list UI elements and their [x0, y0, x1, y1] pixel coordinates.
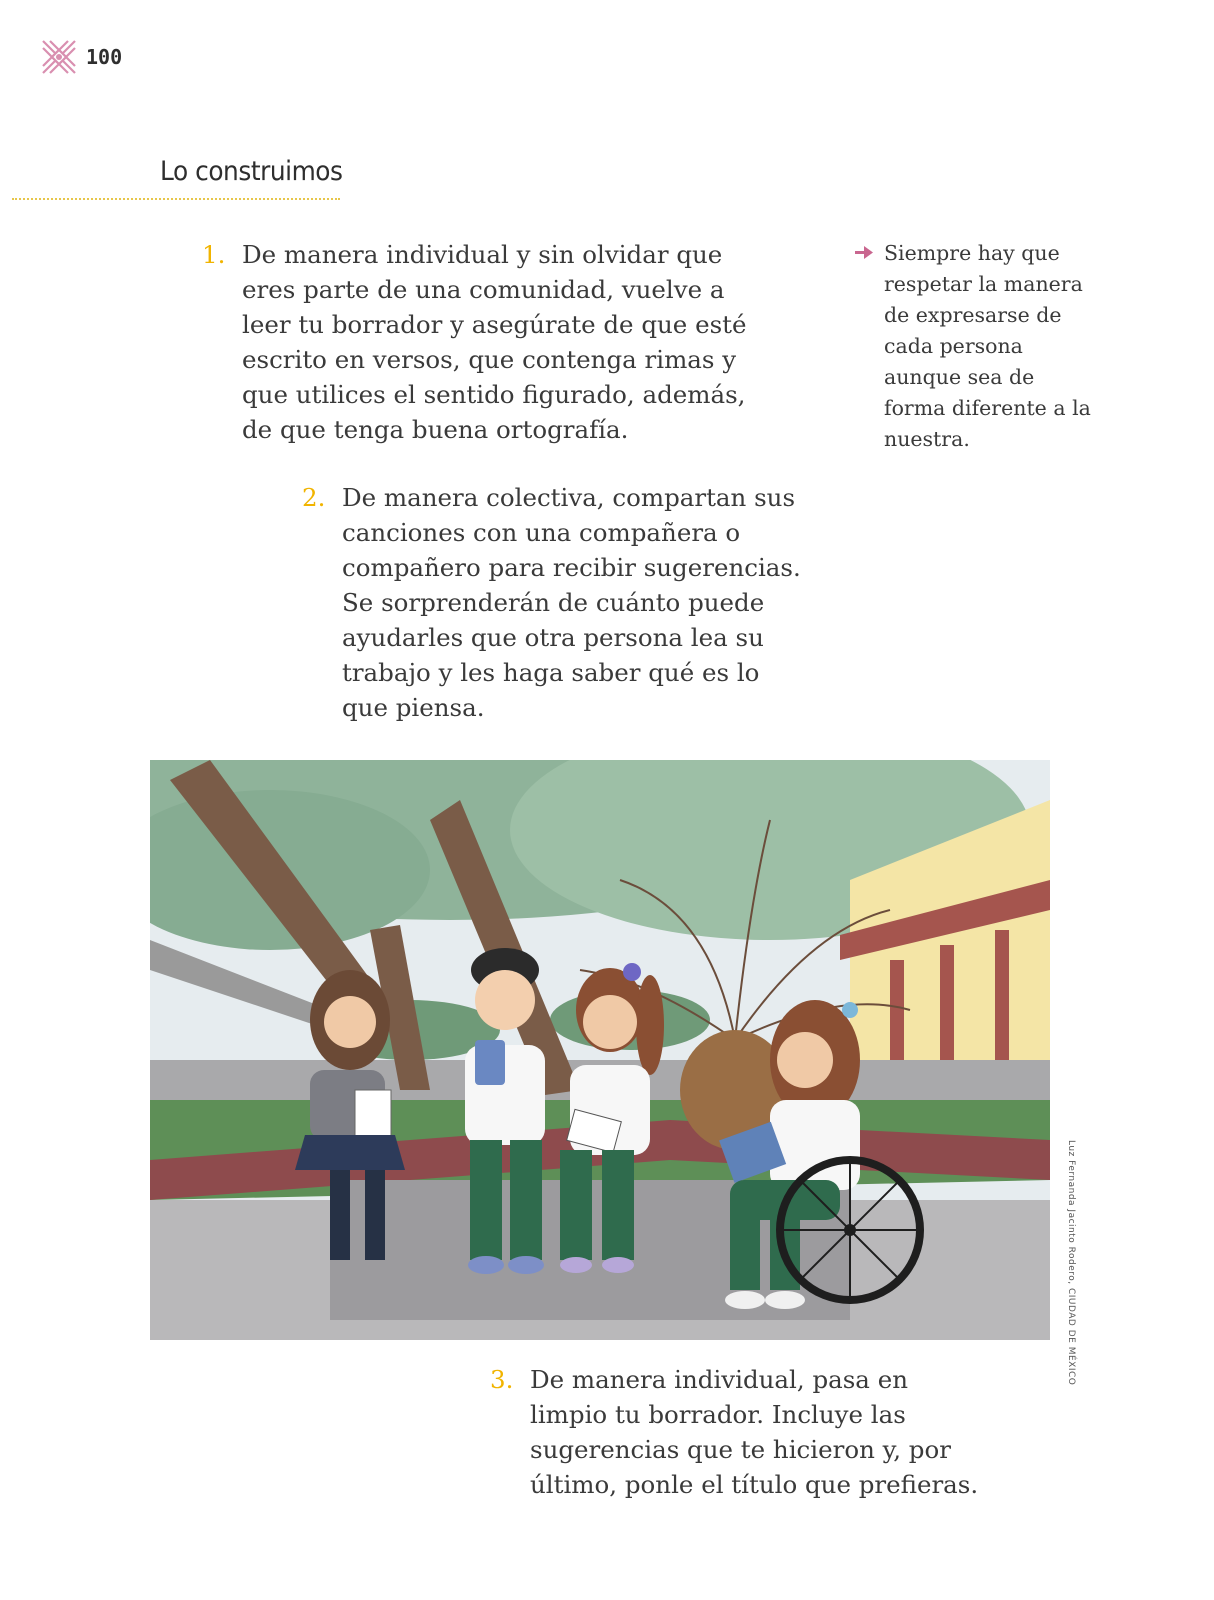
step-text: De manera individual, pasa en limpio tu borrador. Incluye las sugerencias que te hicieron y, por último, ponle el título que prefieras. — [530, 1365, 979, 1499]
step-number: 1. — [202, 240, 226, 269]
page-header — [40, 38, 122, 76]
students-illustration — [150, 760, 1050, 1340]
section-divider — [12, 198, 340, 200]
instruction-step-3 — [490, 1362, 990, 1502]
woven-logo-icon — [40, 38, 78, 76]
students-reading-illustration — [150, 760, 1050, 1340]
instruction-step-2 — [302, 480, 802, 725]
step-number: 2. — [302, 483, 326, 512]
arrow-right-icon — [854, 244, 874, 260]
step-number: 3. — [490, 1365, 514, 1394]
illustration-credit: Luz Fernanda Jacinto Rodero, CIUDAD DE MÉXICO — [1066, 1140, 1076, 1386]
side-note-text: Siempre hay que respetar la manera de expresarse de cada persona aunque sea de forma diferente a la nuestra. — [884, 241, 1091, 451]
section-title: Lo construimos — [160, 156, 343, 187]
side-note — [854, 238, 1094, 455]
step-text: De manera individual y sin olvidar que eres parte de una comunidad, vuelve a leer tu borrador y asegúrate de que esté escrito en versos, que contenga rimas y que utilices el sentido figurado, además, de que tenga buena ortografía. — [242, 240, 747, 444]
step-text: De manera colectiva, compartan sus canciones con una compañera o compañero para recibir sugerencias. Se sorprenderán de cuánto puede ayudarles que otra persona lea su trabajo y les haga saber qué es lo que piensa. — [342, 483, 801, 722]
page-number: 100 — [86, 45, 123, 69]
instruction-step-1 — [202, 237, 762, 447]
